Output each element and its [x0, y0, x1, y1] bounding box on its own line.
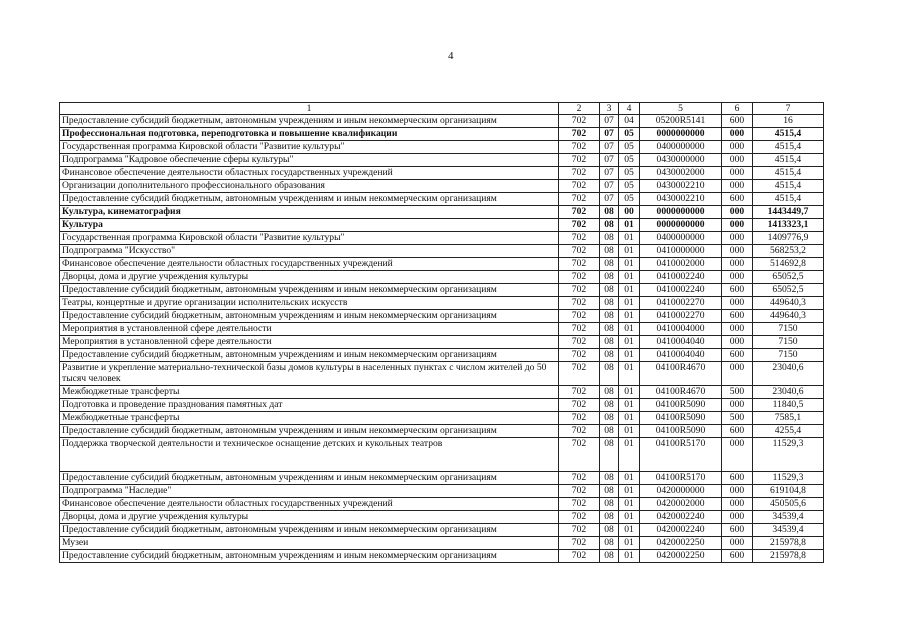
cell-amount: 450505,6: [753, 498, 824, 511]
cell-ministry-code: 702: [559, 472, 600, 485]
cell-target-article: 04100R5090: [640, 399, 722, 412]
cell-ministry-code: 702: [559, 524, 600, 537]
table-row: [60, 349, 824, 362]
cell-target-article: 0420002240: [640, 511, 722, 524]
cell-target-article: 0000000000: [640, 128, 722, 141]
cell-amount: 568253,2: [753, 245, 824, 258]
table-row: [60, 154, 824, 167]
cell-target-article: 04100R5090: [640, 412, 722, 425]
cell-target-article: 0410002270: [640, 297, 722, 310]
cell-expense-type: 000: [722, 511, 753, 524]
table-row: [60, 386, 824, 399]
cell-name: Предоставление субсидий бюджетным, автономным учреждениям и иным некоммерческим организациям: [60, 550, 559, 563]
cell-section: 08: [600, 297, 619, 310]
header-col-3: 3: [600, 103, 619, 115]
cell-subsection: 01: [619, 258, 640, 271]
cell-target-article: 0420002250: [640, 550, 722, 563]
cell-name: Межбюджетные трансферты: [60, 412, 559, 425]
cell-section: 08: [600, 245, 619, 258]
cell-section: 08: [600, 323, 619, 336]
table-row: [60, 284, 824, 297]
cell-name: Предоставление субсидий бюджетным, автономным учреждениям и иным некоммерческим организациям: [60, 115, 559, 128]
cell-section: 08: [600, 498, 619, 511]
cell-name: Дворцы, дома и другие учреждения культуры: [60, 271, 559, 284]
cell-amount: 11840,5: [753, 399, 824, 412]
cell-expense-type: 500: [722, 386, 753, 399]
cell-expense-type: 000: [722, 362, 753, 386]
cell-expense-type: 600: [722, 193, 753, 206]
table-row: [60, 232, 824, 245]
budget-table: [59, 102, 824, 563]
cell-ministry-code: 702: [559, 399, 600, 412]
cell-section: 08: [600, 485, 619, 498]
cell-target-article: 04100R5090: [640, 425, 722, 438]
cell-amount: 4515,4: [753, 141, 824, 154]
cell-expense-type: 600: [722, 349, 753, 362]
cell-expense-type: 000: [722, 297, 753, 310]
cell-section: 08: [600, 386, 619, 399]
table-row: [60, 193, 824, 206]
cell-subsection: 01: [619, 498, 640, 511]
cell-expense-type: 000: [722, 128, 753, 141]
cell-section: 07: [600, 167, 619, 180]
cell-subsection: 01: [619, 219, 640, 232]
cell-subsection: 01: [619, 297, 640, 310]
cell-section: 08: [600, 412, 619, 425]
cell-section: 07: [600, 154, 619, 167]
cell-subsection: 04: [619, 115, 640, 128]
cell-target-article: 0410002270: [640, 310, 722, 323]
table-row: [60, 206, 824, 219]
cell-expense-type: 500: [722, 412, 753, 425]
cell-subsection: 01: [619, 386, 640, 399]
cell-target-article: 04100R5170: [640, 472, 722, 485]
cell-section: 08: [600, 537, 619, 550]
table-row: [60, 537, 824, 550]
table-row: [60, 425, 824, 438]
cell-amount: 23040,6: [753, 362, 824, 386]
cell-section: 08: [600, 524, 619, 537]
cell-expense-type: 600: [722, 284, 753, 297]
header-col-4: 4: [619, 103, 640, 115]
cell-target-article: 0410004040: [640, 349, 722, 362]
cell-ministry-code: 702: [559, 485, 600, 498]
header-col-1: 1: [60, 103, 559, 115]
cell-subsection: 01: [619, 537, 640, 550]
cell-amount: 16: [753, 115, 824, 128]
cell-name: Подпрограмма "Искусство": [60, 245, 559, 258]
cell-subsection: 01: [619, 323, 640, 336]
cell-ministry-code: 702: [559, 245, 600, 258]
cell-name: Культура: [60, 219, 559, 232]
cell-target-article: 0430002210: [640, 180, 722, 193]
cell-ministry-code: 702: [559, 167, 600, 180]
table-row: [60, 128, 824, 141]
cell-ministry-code: 702: [559, 297, 600, 310]
cell-section: 07: [600, 141, 619, 154]
cell-expense-type: 600: [722, 472, 753, 485]
cell-expense-type: 600: [722, 425, 753, 438]
cell-name: Предоставление субсидий бюджетным, автономным учреждениям и иным некоммерческим организациям: [60, 193, 559, 206]
cell-name: Культура, кинематография: [60, 206, 559, 219]
cell-name: Предоставление субсидий бюджетным, автономным учреждениям и иным некоммерческим организациям: [60, 284, 559, 297]
cell-ministry-code: 702: [559, 550, 600, 563]
cell-ministry-code: 702: [559, 219, 600, 232]
cell-expense-type: 600: [722, 550, 753, 563]
cell-expense-type: 000: [722, 180, 753, 193]
cell-amount: 7585,1: [753, 412, 824, 425]
header-col-7: 7: [753, 103, 824, 115]
table-row: [60, 438, 824, 472]
cell-target-article: 0410004040: [640, 336, 722, 349]
table-row: [60, 498, 824, 511]
header-col-2: 2: [559, 103, 600, 115]
cell-amount: 7150: [753, 336, 824, 349]
cell-expense-type: 000: [722, 271, 753, 284]
cell-ministry-code: 702: [559, 349, 600, 362]
cell-expense-type: 000: [722, 323, 753, 336]
cell-amount: 4255,4: [753, 425, 824, 438]
table-row: [60, 323, 824, 336]
cell-section: 07: [600, 115, 619, 128]
cell-section: 08: [600, 284, 619, 297]
cell-target-article: 0420000000: [640, 485, 722, 498]
cell-amount: 4515,4: [753, 180, 824, 193]
cell-expense-type: 000: [722, 167, 753, 180]
cell-section: 08: [600, 258, 619, 271]
cell-subsection: 01: [619, 550, 640, 563]
cell-target-article: 0410004000: [640, 323, 722, 336]
cell-amount: 4515,4: [753, 193, 824, 206]
cell-expense-type: 000: [722, 485, 753, 498]
cell-amount: 215978,8: [753, 550, 824, 563]
cell-target-article: 0430000000: [640, 154, 722, 167]
table-row: [60, 524, 824, 537]
cell-amount: 4515,4: [753, 167, 824, 180]
cell-expense-type: 000: [722, 336, 753, 349]
cell-section: 08: [600, 438, 619, 472]
cell-ministry-code: 702: [559, 284, 600, 297]
cell-subsection: 00: [619, 206, 640, 219]
cell-expense-type: 000: [722, 232, 753, 245]
table-row: [60, 472, 824, 485]
cell-target-article: 0420002000: [640, 498, 722, 511]
cell-name: Мероприятия в установленной сфере деятельности: [60, 323, 559, 336]
cell-ministry-code: 702: [559, 141, 600, 154]
cell-target-article: 0410000000: [640, 245, 722, 258]
cell-name: Финансовое обеспечение деятельности областных государственных учреждений: [60, 498, 559, 511]
cell-section: 08: [600, 511, 619, 524]
cell-expense-type: 600: [722, 310, 753, 323]
cell-ministry-code: 702: [559, 180, 600, 193]
cell-ministry-code: 702: [559, 362, 600, 386]
cell-ministry-code: 702: [559, 271, 600, 284]
cell-target-article: 0420002250: [640, 537, 722, 550]
table-row: [60, 310, 824, 323]
cell-section: 08: [600, 206, 619, 219]
cell-subsection: 05: [619, 193, 640, 206]
cell-ministry-code: 702: [559, 511, 600, 524]
cell-amount: 1413323,1: [753, 219, 824, 232]
cell-name: Предоставление субсидий бюджетным, автономным учреждениям и иным некоммерческим организациям: [60, 524, 559, 537]
cell-section: 08: [600, 232, 619, 245]
cell-amount: 7150: [753, 323, 824, 336]
cell-subsection: 01: [619, 284, 640, 297]
cell-amount: 4515,4: [753, 154, 824, 167]
header-col-6: 6: [722, 103, 753, 115]
cell-subsection: 01: [619, 362, 640, 386]
cell-section: 07: [600, 128, 619, 141]
table-row: [60, 511, 824, 524]
cell-ministry-code: 702: [559, 498, 600, 511]
cell-subsection: 01: [619, 336, 640, 349]
cell-subsection: 01: [619, 425, 640, 438]
cell-subsection: 05: [619, 154, 640, 167]
cell-target-article: 0430002210: [640, 193, 722, 206]
cell-section: 08: [600, 399, 619, 412]
cell-target-article: 0410002240: [640, 271, 722, 284]
cell-name: Театры, концертные и другие организации исполнительских искусств: [60, 297, 559, 310]
cell-name: Дворцы, дома и другие учреждения культуры: [60, 511, 559, 524]
cell-section: 08: [600, 271, 619, 284]
table-row: [60, 219, 824, 232]
cell-section: 08: [600, 349, 619, 362]
cell-section: 07: [600, 180, 619, 193]
cell-section: 08: [600, 362, 619, 386]
cell-amount: 11529,3: [753, 472, 824, 485]
cell-ministry-code: 702: [559, 232, 600, 245]
cell-name: Мероприятия в установленной сфере деятельности: [60, 336, 559, 349]
cell-amount: 65052,5: [753, 284, 824, 297]
cell-amount: 7150: [753, 349, 824, 362]
cell-target-article: 0400000000: [640, 232, 722, 245]
cell-subsection: 01: [619, 232, 640, 245]
cell-name: Государственная программа Кировской области "Развитие культуры": [60, 141, 559, 154]
cell-subsection: 01: [619, 349, 640, 362]
cell-subsection: 01: [619, 472, 640, 485]
header-col-5: 5: [640, 103, 722, 115]
table-row: [60, 167, 824, 180]
cell-target-article: 05200R5141: [640, 115, 722, 128]
cell-subsection: 05: [619, 128, 640, 141]
cell-expense-type: 000: [722, 498, 753, 511]
table-row: [60, 180, 824, 193]
cell-target-article: 04100R4670: [640, 362, 722, 386]
table-header-row: [60, 103, 824, 115]
cell-ministry-code: 702: [559, 323, 600, 336]
cell-amount: 11529,3: [753, 438, 824, 472]
cell-subsection: 01: [619, 438, 640, 472]
cell-amount: 1443449,7: [753, 206, 824, 219]
cell-expense-type: 000: [722, 219, 753, 232]
cell-subsection: 01: [619, 524, 640, 537]
cell-name: Предоставление субсидий бюджетным, автономным учреждениям и иным некоммерческим организациям: [60, 310, 559, 323]
cell-target-article: 04100R5170: [640, 438, 722, 472]
cell-subsection: 01: [619, 245, 640, 258]
cell-ministry-code: 702: [559, 154, 600, 167]
cell-name: Финансовое обеспечение деятельности областных государственных учреждений: [60, 258, 559, 271]
cell-name: Предоставление субсидий бюджетным, автономным учреждениям и иным некоммерческим организациям: [60, 349, 559, 362]
cell-ministry-code: 702: [559, 438, 600, 472]
cell-amount: 34539,4: [753, 511, 824, 524]
cell-name: Подпрограмма "Наследие": [60, 485, 559, 498]
page-number: 4: [448, 50, 454, 62]
cell-target-article: 0400000000: [640, 141, 722, 154]
cell-name: Музеи: [60, 537, 559, 550]
cell-ministry-code: 702: [559, 386, 600, 399]
cell-amount: 449640,3: [753, 297, 824, 310]
table-row: [60, 245, 824, 258]
table-row: [60, 550, 824, 563]
cell-expense-type: 000: [722, 245, 753, 258]
cell-target-article: 04100R4670: [640, 386, 722, 399]
table-row: [60, 258, 824, 271]
cell-target-article: 0410002000: [640, 258, 722, 271]
table-row: [60, 362, 824, 386]
cell-name: Межбюджетные трансферты: [60, 386, 559, 399]
cell-name: Предоставление субсидий бюджетным, автономным учреждениям и иным некоммерческим организациям: [60, 472, 559, 485]
table-row: [60, 115, 824, 128]
cell-amount: 23040,6: [753, 386, 824, 399]
cell-section: 08: [600, 310, 619, 323]
cell-target-article: 0000000000: [640, 206, 722, 219]
cell-subsection: 01: [619, 412, 640, 425]
cell-expense-type: 000: [722, 154, 753, 167]
cell-name: Государственная программа Кировской области "Развитие культуры": [60, 232, 559, 245]
cell-name: Организации дополнительного профессионального образования: [60, 180, 559, 193]
cell-name: Предоставление субсидий бюджетным, автономным учреждениям и иным некоммерческим организациям: [60, 425, 559, 438]
cell-section: 08: [600, 472, 619, 485]
cell-subsection: 05: [619, 167, 640, 180]
cell-ministry-code: 702: [559, 258, 600, 271]
cell-section: 08: [600, 219, 619, 232]
cell-subsection: 01: [619, 271, 640, 284]
cell-section: 08: [600, 425, 619, 438]
cell-amount: 1409776,9: [753, 232, 824, 245]
cell-expense-type: 000: [722, 141, 753, 154]
cell-section: 07: [600, 193, 619, 206]
cell-amount: 514692,8: [753, 258, 824, 271]
cell-target-article: 0420002240: [640, 524, 722, 537]
cell-amount: 449640,3: [753, 310, 824, 323]
cell-ministry-code: 702: [559, 193, 600, 206]
table-row: [60, 336, 824, 349]
cell-subsection: 01: [619, 511, 640, 524]
cell-expense-type: 600: [722, 524, 753, 537]
cell-amount: 65052,5: [753, 271, 824, 284]
cell-ministry-code: 702: [559, 115, 600, 128]
cell-expense-type: 000: [722, 258, 753, 271]
cell-target-article: 0410002240: [640, 284, 722, 297]
table-row: [60, 399, 824, 412]
cell-subsection: 01: [619, 485, 640, 498]
cell-name: Профессиональная подготовка, переподготовка и повышение квалификации: [60, 128, 559, 141]
cell-subsection: 05: [619, 180, 640, 193]
cell-name: Финансовое обеспечение деятельности областных государственных учреждений: [60, 167, 559, 180]
table-row: [60, 485, 824, 498]
cell-expense-type: 000: [722, 399, 753, 412]
cell-ministry-code: 702: [559, 412, 600, 425]
cell-name: Подготовка и проведение празднования памятных дат: [60, 399, 559, 412]
cell-amount: 34539,4: [753, 524, 824, 537]
cell-expense-type: 000: [722, 438, 753, 472]
cell-expense-type: 600: [722, 115, 753, 128]
cell-section: 08: [600, 550, 619, 563]
cell-amount: 619104,8: [753, 485, 824, 498]
table-row: [60, 271, 824, 284]
cell-name: Подпрограмма "Кадровое обеспечение сферы культуры": [60, 154, 559, 167]
cell-expense-type: 000: [722, 537, 753, 550]
cell-subsection: 01: [619, 399, 640, 412]
cell-ministry-code: 702: [559, 336, 600, 349]
cell-ministry-code: 702: [559, 537, 600, 550]
table-row: [60, 141, 824, 154]
cell-ministry-code: 702: [559, 206, 600, 219]
cell-subsection: 01: [619, 310, 640, 323]
cell-section: 08: [600, 336, 619, 349]
table-row: [60, 412, 824, 425]
cell-target-article: 0430002000: [640, 167, 722, 180]
table-body: [60, 115, 824, 563]
cell-target-article: 0000000000: [640, 219, 722, 232]
cell-ministry-code: 702: [559, 128, 600, 141]
cell-amount: 215978,8: [753, 537, 824, 550]
cell-name: Развитие и укрепление материально-технической базы домов культуры в населенных пунктах с числом жителей до 50 тысяч человек: [60, 362, 559, 386]
cell-expense-type: 000: [722, 206, 753, 219]
cell-amount: 4515,4: [753, 128, 824, 141]
cell-name: Поддержка творческой деятельности и техническое оснащение детских и кукольных театров: [60, 438, 559, 472]
cell-subsection: 05: [619, 141, 640, 154]
table-row: [60, 297, 824, 310]
cell-ministry-code: 702: [559, 425, 600, 438]
cell-ministry-code: 702: [559, 310, 600, 323]
